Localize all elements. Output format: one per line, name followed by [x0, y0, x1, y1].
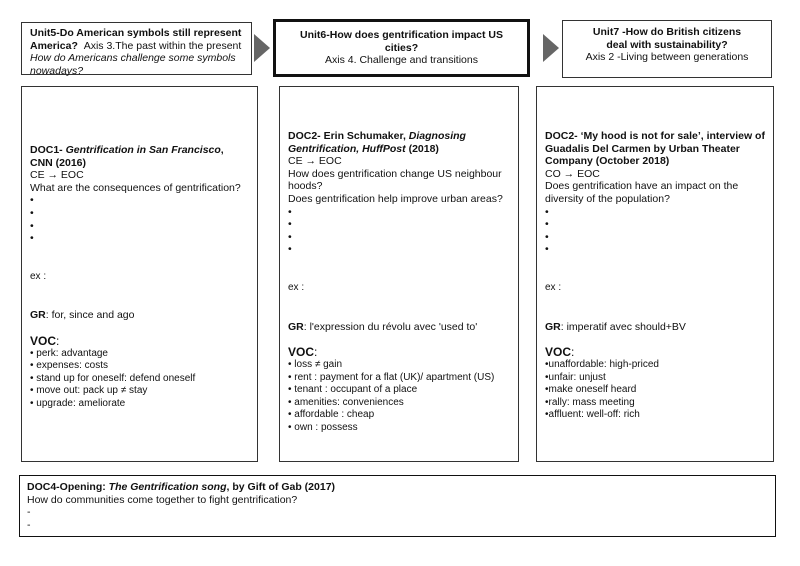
- doc3-grammar: GR: imperatif avec should+BV: [545, 320, 686, 333]
- doc2-example: ex :: [288, 281, 305, 293]
- voc-item: • move out: pack up ≠ stay: [30, 385, 148, 397]
- opening-question: How do communities come together to fight gentrification?: [27, 493, 298, 506]
- doc1-grammar: GR: for, since and ago: [30, 309, 135, 322]
- doc3-bullets: • • • •: [545, 205, 549, 256]
- unit5-title: Unit5-Do American symbols still represent America?: [30, 27, 242, 52]
- unit6-axis: Axis 4. Challenge and transitions: [325, 54, 478, 67]
- voc-item: • loss ≠ gain: [288, 359, 343, 371]
- voc-item: •unaffordable: high-priced: [545, 359, 659, 371]
- doc2-question-1: How does gentrification change US neighbour hoods?: [288, 167, 502, 193]
- doc2-voc-title: VOC:: [288, 345, 318, 360]
- opening-dash: -: [27, 518, 31, 531]
- voc-item: • affordable : cheap: [288, 409, 375, 421]
- doc2-box: [279, 86, 519, 462]
- doc1-skill: CE → EOC: [30, 169, 84, 182]
- arrow-right-icon: [254, 34, 270, 62]
- doc2-voc-list: [288, 359, 510, 434]
- doc1-voc-list: [30, 348, 249, 411]
- voc-item: •unfair: unjust: [545, 371, 606, 383]
- doc2-grammar: GR: l'expression du révolu avec 'used to': [288, 320, 478, 333]
- doc3-heading: DOC2- ‘My hood is not for sale’, interview of Guadalis Del Carmen by Urban Theater Company (October 2018): [545, 130, 765, 168]
- voc-item: • upgrade: ameliorate: [30, 397, 126, 409]
- doc2-skill: CE → EOC: [288, 155, 342, 168]
- unit7-box: [562, 20, 772, 78]
- doc3-voc-title: VOC:: [545, 345, 575, 360]
- voc-item: •rally: mass meeting: [545, 396, 635, 408]
- doc1-bullets: • • • •: [30, 194, 34, 245]
- unit5-axis: Axis 3.The past within the present: [83, 39, 242, 52]
- doc1-heading: DOC1- Gentrification in San Francisco, CNN (2016): [30, 144, 224, 169]
- voc-item: • expenses: costs: [30, 360, 108, 372]
- doc3-example: ex :: [545, 281, 562, 293]
- unit6-box: [273, 19, 530, 77]
- voc-item: •make oneself heard: [545, 384, 637, 396]
- doc1-example: ex :: [30, 270, 47, 282]
- unit5-question: How do Americans challenge some symbols nowadays?: [30, 52, 236, 77]
- voc-item: • tenant : occupant of a place: [288, 384, 418, 396]
- doc3-voc-list: [545, 359, 765, 422]
- unit6-title: Unit6-How does gentrification impact US cities?: [299, 29, 504, 54]
- doc3-question: Does gentrification have an impact on the diversity of the population?: [545, 180, 739, 205]
- voc-item: • amenities: conveniences: [288, 396, 404, 408]
- voc-item: • perk: advantage: [30, 347, 108, 359]
- opening-heading: DOC4-Opening: The Gentrification song, by Gift of Gab (2017): [27, 481, 336, 493]
- unit7-title: Unit7 -How do British citizens deal with sustainability?: [592, 26, 742, 51]
- voc-item: • own : possess: [288, 421, 358, 433]
- unit5-box: [21, 22, 252, 75]
- voc-item: • rent : payment for a flat (UK)/ apartment (US): [288, 371, 495, 383]
- doc1-box: [21, 86, 258, 462]
- doc3-skill: CO → EOC: [545, 167, 600, 180]
- doc2-question-2: Does gentrification help improve urban areas?: [288, 192, 503, 205]
- unit7-axis: Axis 2 -Living between generations: [585, 51, 749, 63]
- voc-item: •affluent: well-off: rich: [545, 409, 640, 421]
- doc1-voc-title: VOC:: [30, 333, 60, 348]
- doc2-bullets: • • • •: [288, 205, 292, 256]
- arrow-right-icon: [543, 34, 559, 62]
- doc2-heading: DOC2- Erin Schumaker, Diagnosing Gentrification, HuffPost (2018): [288, 130, 466, 155]
- voc-item: • stand up for oneself: defend oneself: [30, 372, 196, 384]
- opening-dash: -: [27, 506, 31, 519]
- doc3-box: [536, 86, 774, 462]
- doc1-question: What are the consequences of gentrification?: [30, 181, 241, 194]
- opening-box: [19, 475, 776, 537]
